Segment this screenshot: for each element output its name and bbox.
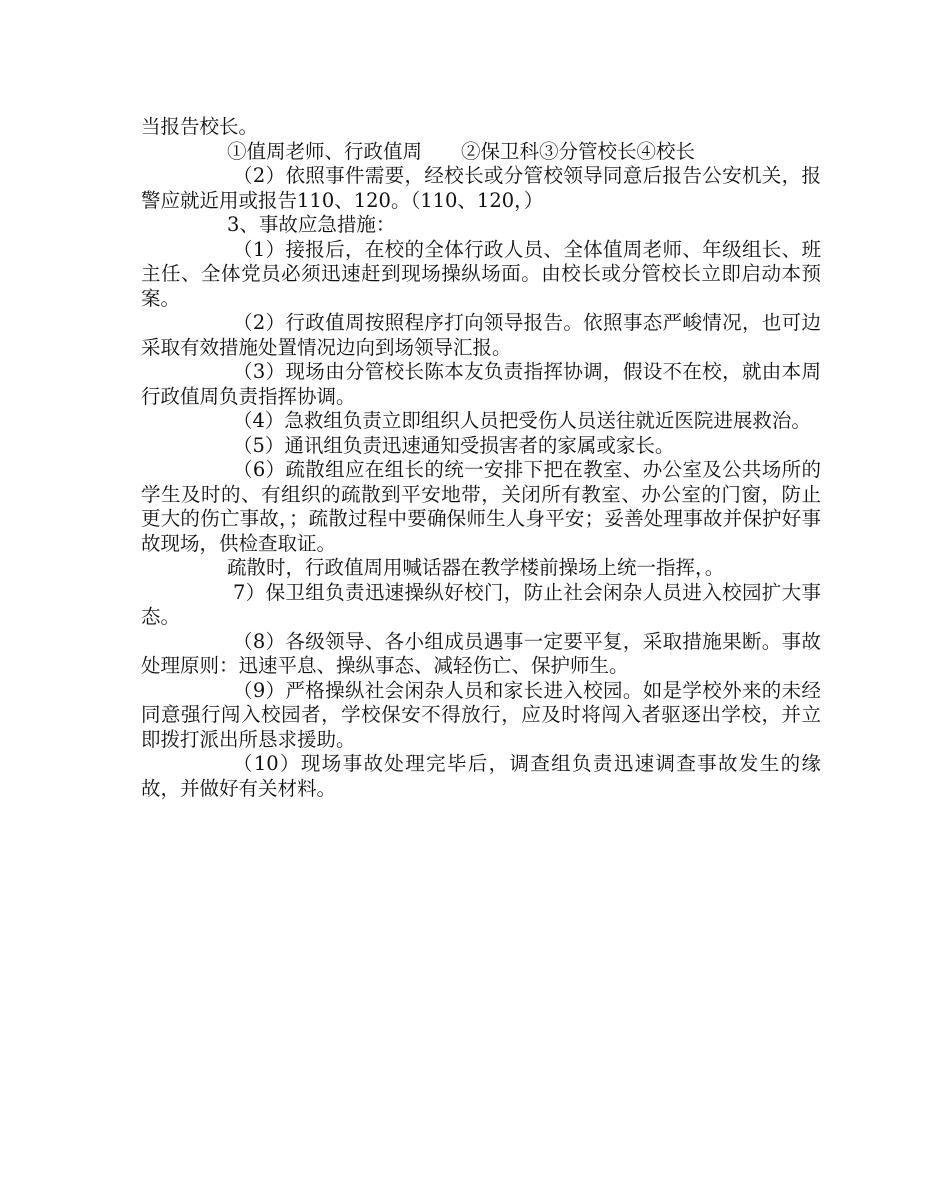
paragraph-13: （8）各级领导、各小组成员遇事一定要平复，采取措施果断。事故处理原则：迅速平息、操纵事态、减轻伤亡、保护师生。: [141, 629, 821, 677]
paragraph-3: （2）依照事件需要，经校长或分管校领导同意后报告公安机关，报警应就近用或报告110、120。（110、120，）: [141, 164, 821, 212]
paragraph-11: 疏散时，行政值周用喊话器在教学楼前操场上统一指挥，。: [227, 556, 725, 579]
paragraph-7: （3）现场由分管校长陈本友负责指挥协调，假设不在校，就由本周行政值周负责指挥协调。: [141, 360, 821, 408]
section-heading-3: 3、事故应急措施：: [227, 213, 396, 236]
paragraph-8: （4）急救组负责立即组织人员把受伤人员送往就近医院进展救治。: [233, 409, 811, 432]
paragraph-10: （6）疏散组应在组长的统一安排下把在教室、办公室及公共场所的学生及时的、有组织的疏散到平安地带，关闭所有教室、办公室的门窗，防止更大的伤亡事故，；疏散过程中要确保师生人身平安；妥善处理事故并保护好事故现场，供检查取证。: [141, 458, 821, 555]
paragraph-6: （2）行政值周按照程序打向领导报告。依照事态严峻情况，也可边采取有效措施处置情况边向到场领导汇报。: [141, 311, 821, 359]
paragraph-2: ①值周老师、行政值周 ②保卫科③分管校长④校长: [227, 139, 696, 163]
document-body: [141, 115, 821, 801]
paragraph-15: （10）现场事故处理完毕后，调查组负责迅速调查事故发生的缘故，并做好有关材料。: [141, 752, 821, 800]
paragraph-1: 当报告校长。: [141, 115, 259, 138]
paragraph-9: （5）通讯组负责迅速通知受损害者的家属或家长。: [233, 433, 675, 457]
paragraph-12: 7）保卫组负责迅速操纵好校门，防止社会闲杂人员进入校园扩大事态。: [141, 580, 821, 628]
paragraph-14: （9）严格操纵社会闲杂人员和家长进入校园。如是学校外来的未经同意强行闯入校园者，学校保安不得放行，应及时将闯入者驱逐出学校，并立即拨打派出所恳求援助。: [141, 678, 821, 751]
paragraph-5: （1）接报后，在校的全体行政人员、全体值周老师、年级组长、班主任、全体党员必须迅速赶到现场操纵场面。由校长或分管校长立即启动本预案。: [141, 237, 821, 310]
